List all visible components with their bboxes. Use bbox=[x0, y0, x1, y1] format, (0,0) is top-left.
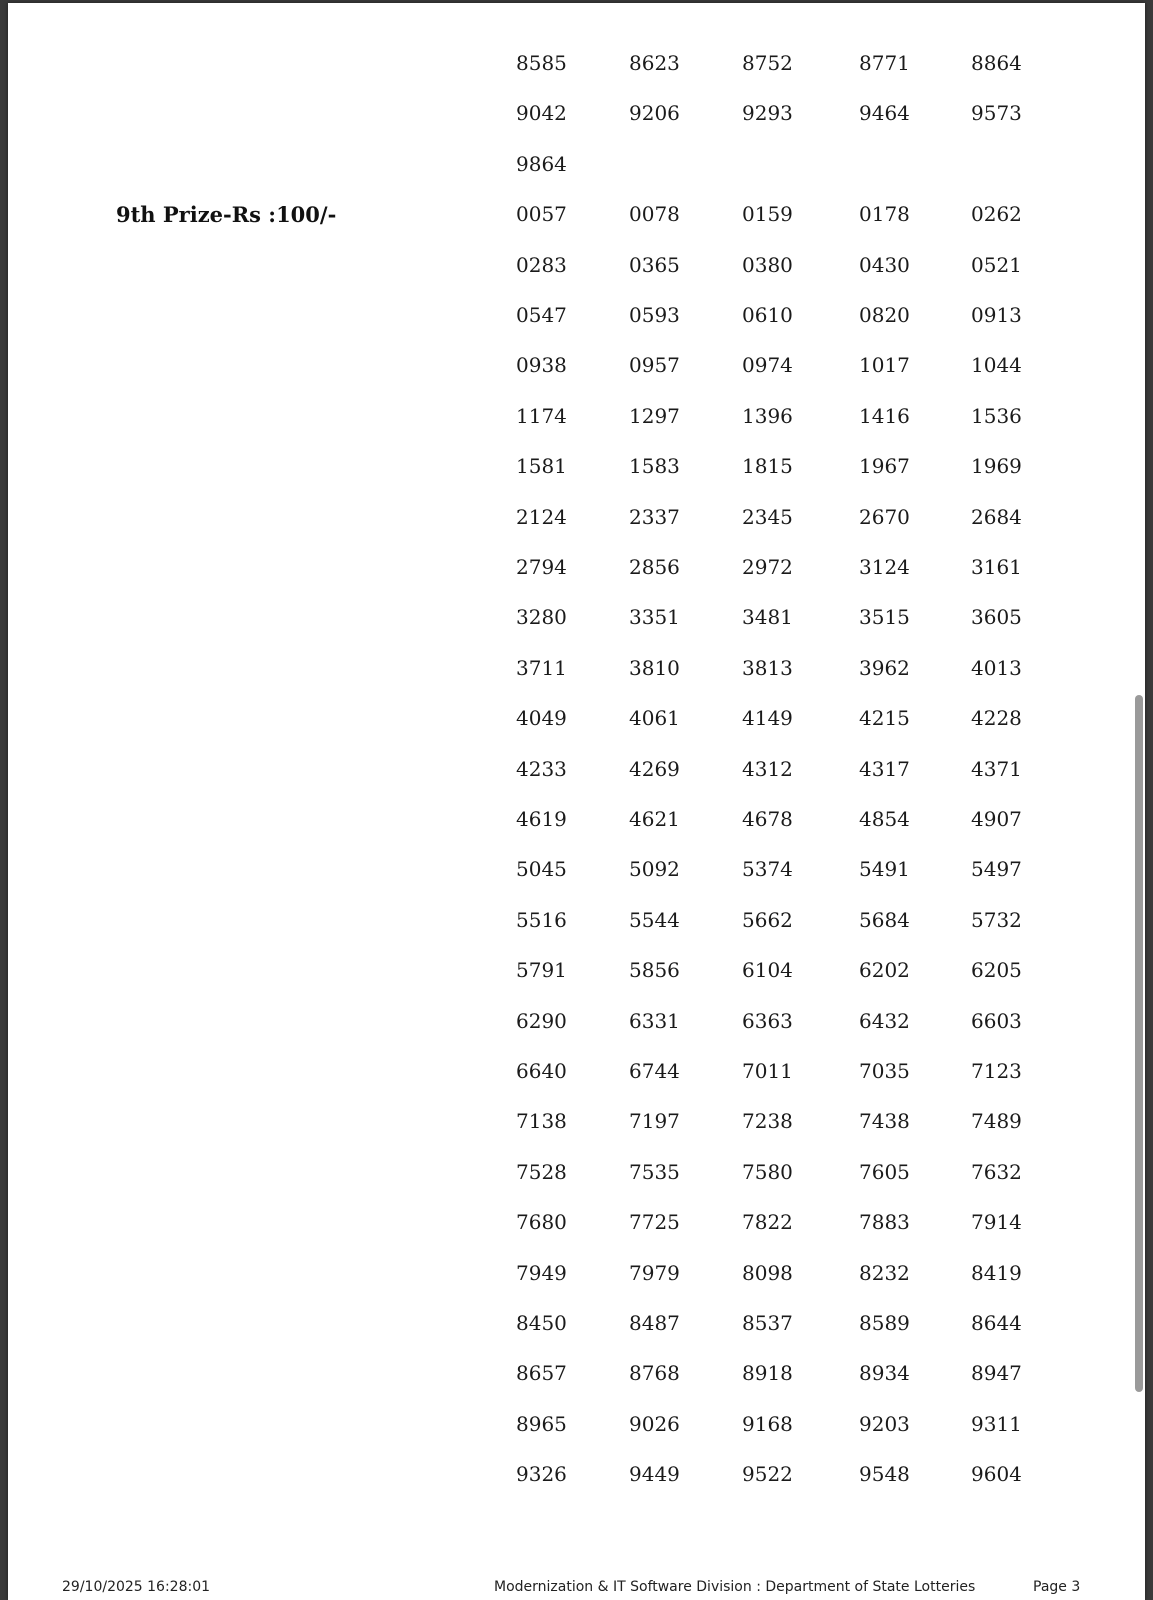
ticket-number: 7883 bbox=[859, 1210, 910, 1235]
ticket-number: 9203 bbox=[859, 1411, 910, 1436]
ticket-number: 9464 bbox=[859, 101, 910, 126]
page-number: Page 3 bbox=[1033, 1579, 1081, 1595]
ticket-number: 6432 bbox=[859, 1008, 910, 1033]
ticket-number: 8752 bbox=[742, 51, 793, 75]
ticket-number: 4049 bbox=[516, 706, 567, 731]
ticket-number: 4678 bbox=[742, 807, 793, 831]
ticket-number: 0547 bbox=[516, 303, 567, 327]
ticket-number: 7123 bbox=[971, 1059, 1022, 1083]
ticket-number: 2684 bbox=[971, 504, 1022, 529]
ticket-number: 7535 bbox=[629, 1159, 680, 1184]
ticket-number: 9326 bbox=[516, 1462, 567, 1487]
ticket-number: 7979 bbox=[629, 1260, 680, 1285]
ticket-number: 3962 bbox=[859, 655, 910, 680]
ticket-number: 7580 bbox=[742, 1159, 793, 1184]
ticket-number: 7914 bbox=[971, 1210, 1022, 1235]
ticket-number: 0430 bbox=[859, 252, 910, 277]
ticket-number: 8419 bbox=[971, 1260, 1022, 1285]
ticket-number: 9311 bbox=[971, 1411, 1022, 1436]
ticket-number: 2124 bbox=[516, 504, 567, 529]
ticket-number: 1416 bbox=[859, 403, 910, 428]
ticket-number: 5374 bbox=[742, 857, 793, 882]
ticket-number: 3481 bbox=[742, 605, 793, 630]
ticket-number: 4233 bbox=[516, 756, 567, 781]
ticket-number: 9449 bbox=[629, 1462, 680, 1487]
ticket-number: 6363 bbox=[742, 1008, 793, 1033]
ticket-number: 0610 bbox=[742, 303, 793, 327]
ticket-number: 3605 bbox=[971, 605, 1022, 630]
ticket-number: 0178 bbox=[859, 202, 910, 227]
print-timestamp: 29/10/2025 16:28:01 bbox=[62, 1579, 211, 1595]
ticket-number: 0521 bbox=[971, 252, 1022, 277]
ticket-number: 8934 bbox=[859, 1361, 910, 1386]
ticket-number: 6331 bbox=[629, 1008, 680, 1033]
ticket-number: 9548 bbox=[859, 1462, 910, 1487]
ticket-number: 8537 bbox=[742, 1311, 793, 1335]
ticket-number: 7197 bbox=[629, 1109, 680, 1134]
ticket-number: 0938 bbox=[516, 353, 567, 378]
ticket-number: 5045 bbox=[516, 857, 567, 882]
ticket-number: 5092 bbox=[629, 857, 680, 882]
ticket-number: 0974 bbox=[742, 353, 793, 378]
ticket-number: 5516 bbox=[516, 907, 567, 932]
ticket-number: 6744 bbox=[629, 1059, 680, 1083]
ticket-number: 5662 bbox=[742, 907, 793, 932]
ticket-number: 0593 bbox=[629, 303, 680, 327]
ticket-number: 8965 bbox=[516, 1411, 567, 1436]
ticket-number: 4149 bbox=[742, 706, 793, 731]
document-page bbox=[8, 3, 1145, 1600]
ticket-number: 5684 bbox=[859, 907, 910, 932]
ticket-number: 1297 bbox=[629, 403, 680, 428]
ticket-number: 8771 bbox=[859, 51, 910, 75]
ticket-number: 4228 bbox=[971, 706, 1022, 731]
ticket-number: 7949 bbox=[516, 1260, 567, 1285]
ticket-number: 0957 bbox=[629, 353, 680, 378]
ticket-number: 0262 bbox=[971, 202, 1022, 227]
ticket-number: 0820 bbox=[859, 303, 910, 327]
ticket-number: 3161 bbox=[971, 555, 1022, 579]
ticket-number: 7680 bbox=[516, 1210, 567, 1235]
ticket-number: 2337 bbox=[629, 504, 680, 529]
ticket-number: 6202 bbox=[859, 958, 910, 983]
ticket-number: 0283 bbox=[516, 252, 567, 277]
ticket-number: 5732 bbox=[971, 907, 1022, 932]
ticket-number: 4371 bbox=[971, 756, 1022, 781]
ticket-number: 5497 bbox=[971, 857, 1022, 882]
ticket-number: 4013 bbox=[971, 655, 1022, 680]
ticket-number: 8657 bbox=[516, 1361, 567, 1386]
ticket-number: 9293 bbox=[742, 101, 793, 126]
ticket-number: 8947 bbox=[971, 1361, 1022, 1386]
ticket-number: 6603 bbox=[971, 1008, 1022, 1033]
ticket-number: 3280 bbox=[516, 605, 567, 630]
ticket-number: 0913 bbox=[971, 303, 1022, 327]
ticket-number: 1044 bbox=[971, 353, 1022, 378]
ticket-number: 3711 bbox=[516, 655, 567, 680]
ticket-number: 4854 bbox=[859, 807, 910, 831]
ticket-number: 9522 bbox=[742, 1462, 793, 1487]
ticket-number: 9573 bbox=[971, 101, 1022, 126]
ticket-number: 7725 bbox=[629, 1210, 680, 1235]
ticket-number: 6640 bbox=[516, 1059, 567, 1083]
ticket-number: 7489 bbox=[971, 1109, 1022, 1134]
ticket-number: 3810 bbox=[629, 655, 680, 680]
ticket-number: 8589 bbox=[859, 1311, 910, 1335]
ticket-number: 8098 bbox=[742, 1260, 793, 1285]
ticket-number: 7011 bbox=[742, 1059, 793, 1083]
ticket-number: 1969 bbox=[971, 454, 1022, 479]
ticket-number: 9042 bbox=[516, 101, 567, 126]
ticket-number: 4621 bbox=[629, 807, 680, 831]
ticket-number: 7822 bbox=[742, 1210, 793, 1235]
ticket-number: 3813 bbox=[742, 655, 793, 680]
ticket-number: 4317 bbox=[859, 756, 910, 781]
ticket-number: 5491 bbox=[859, 857, 910, 882]
ticket-number: 1017 bbox=[859, 353, 910, 378]
ticket-number: 0365 bbox=[629, 252, 680, 277]
ticket-number: 4215 bbox=[859, 706, 910, 731]
ticket-number: 1396 bbox=[742, 403, 793, 428]
ticket-number: 8864 bbox=[971, 51, 1022, 75]
ticket-number: 7438 bbox=[859, 1109, 910, 1134]
ninth-prize-label: 9th Prize-Rs :100/- bbox=[116, 202, 337, 228]
ticket-number: 8450 bbox=[516, 1311, 567, 1335]
ticket-number: 7605 bbox=[859, 1159, 910, 1184]
ticket-number: 5856 bbox=[629, 958, 680, 983]
ticket-number: 7035 bbox=[859, 1059, 910, 1083]
ticket-number: 5791 bbox=[516, 958, 567, 983]
ticket-number: 6290 bbox=[516, 1008, 567, 1033]
footer-division: Modernization & IT Software Division : Department of State Lotteries bbox=[494, 1579, 976, 1595]
ticket-number: 1815 bbox=[742, 454, 793, 479]
ticket-number: 0078 bbox=[629, 202, 680, 227]
ticket-number: 8768 bbox=[629, 1361, 680, 1386]
ticket-number: 2972 bbox=[742, 555, 793, 579]
ticket-number: 8918 bbox=[742, 1361, 793, 1386]
ticket-number: 8623 bbox=[629, 51, 680, 75]
ticket-number: 2794 bbox=[516, 555, 567, 579]
ticket-number: 8585 bbox=[516, 51, 567, 75]
ticket-number: 1583 bbox=[629, 454, 680, 479]
ticket-number: 4907 bbox=[971, 807, 1022, 831]
ticket-number: 8487 bbox=[629, 1311, 680, 1335]
ticket-number: 9168 bbox=[742, 1411, 793, 1436]
ticket-number: 4061 bbox=[629, 706, 680, 731]
ticket-number: 0380 bbox=[742, 252, 793, 277]
ticket-number: 6205 bbox=[971, 958, 1022, 983]
ticket-number: 1536 bbox=[971, 403, 1022, 428]
ticket-number: 5544 bbox=[629, 907, 680, 932]
ticket-number: 9604 bbox=[971, 1462, 1022, 1487]
ticket-number: 6104 bbox=[742, 958, 793, 983]
ticket-number: 0057 bbox=[516, 202, 567, 227]
ticket-number: 7238 bbox=[742, 1109, 793, 1134]
ticket-number: 2345 bbox=[742, 504, 793, 529]
ticket-number: 9864 bbox=[516, 151, 567, 176]
ticket-number: 7138 bbox=[516, 1109, 567, 1134]
ticket-number: 7528 bbox=[516, 1159, 567, 1184]
vertical-scrollbar-thumb[interactable] bbox=[1135, 695, 1143, 1392]
ticket-number: 2856 bbox=[629, 555, 680, 579]
ticket-number: 3515 bbox=[859, 605, 910, 630]
ticket-number: 4312 bbox=[742, 756, 793, 781]
ticket-number: 9026 bbox=[629, 1411, 680, 1436]
ticket-number: 0159 bbox=[742, 202, 793, 227]
ticket-number: 1581 bbox=[516, 454, 567, 479]
ticket-number: 7632 bbox=[971, 1159, 1022, 1184]
ticket-number: 8232 bbox=[859, 1260, 910, 1285]
ticket-number: 8644 bbox=[971, 1311, 1022, 1335]
ticket-number: 3351 bbox=[629, 605, 680, 630]
ticket-number: 3124 bbox=[859, 555, 910, 579]
ticket-number: 2670 bbox=[859, 504, 910, 529]
ticket-number: 4619 bbox=[516, 807, 567, 831]
ticket-number: 9206 bbox=[629, 101, 680, 126]
ticket-number: 4269 bbox=[629, 756, 680, 781]
ticket-number: 1174 bbox=[516, 403, 567, 428]
ticket-number: 1967 bbox=[859, 454, 910, 479]
